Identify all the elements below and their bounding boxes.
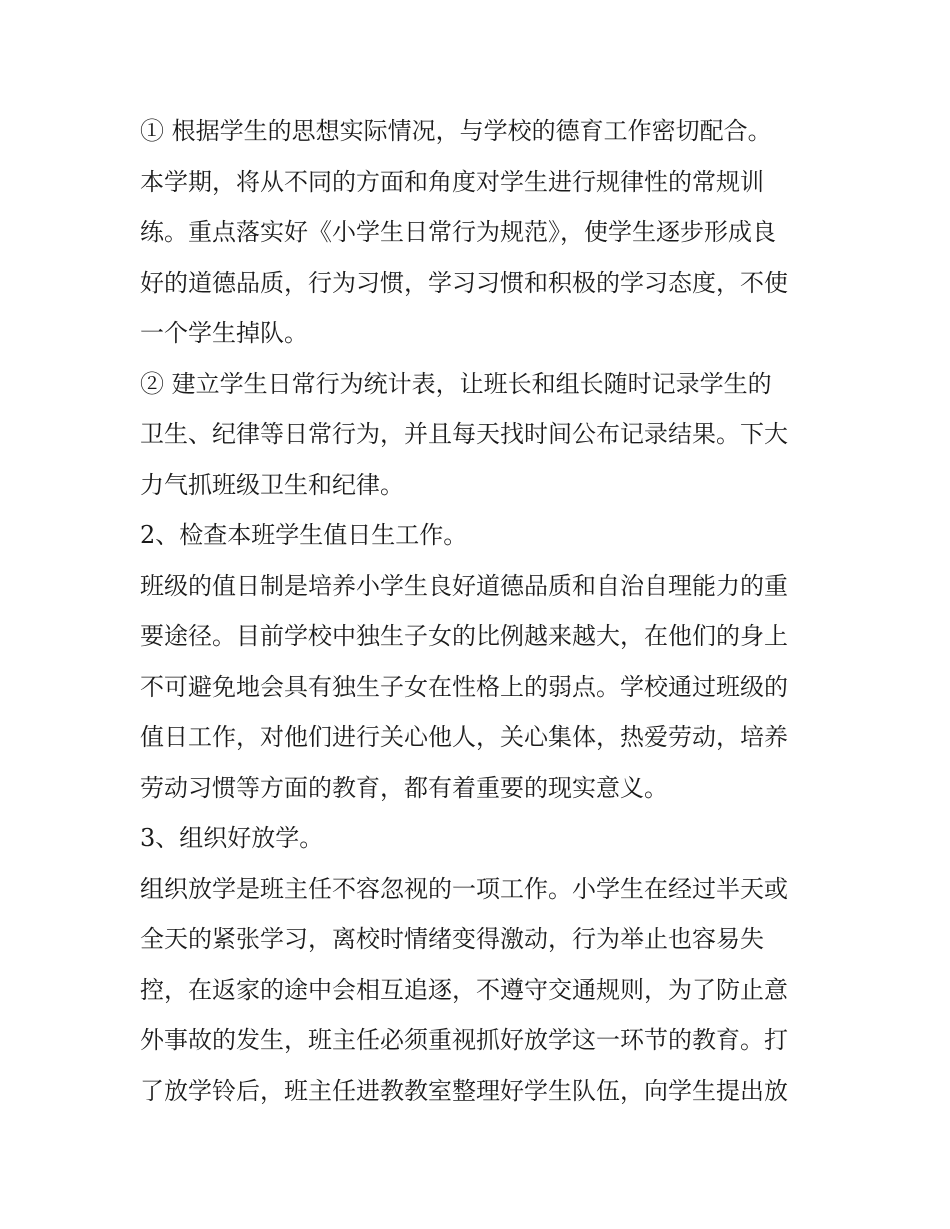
- text-line: 练。重点落实好《小学生日常行为规范》，使学生逐步形成良: [140, 218, 776, 246]
- body-text: [140, 106, 820, 1116]
- text-line: 劳动习惯等方面的教育，都有着重要的现实意义。: [140, 773, 668, 802]
- text-line: 全天的紧张学习，离校时情绪变得激动，行为举止也容易失: [140, 925, 764, 953]
- text-line: 要途径。目前学校中独生子女的比例越来越大，在他们的身上: [140, 622, 788, 650]
- section-heading: 2、检查本班学生值日生工作。: [140, 521, 468, 549]
- text-line: 本学期，将从不同的方面和角度对学生进行规律性的常规训: [140, 167, 764, 196]
- section-heading: 3、组织好放学。: [140, 824, 324, 852]
- text-line: 好的道德品质，行为习惯，学习习惯和积极的学习态度，不使: [140, 268, 788, 297]
- text-line: 一个学生掉队。: [140, 319, 308, 347]
- text-line: 外事故的发生，班主任必须重视抓好放学这一环节的教育。打: [140, 1026, 788, 1054]
- text-line: 值日工作，对他们进行关心他人，关心集体，热爱劳动，培养: [140, 723, 788, 751]
- text-line: 卫生、纪律等日常行为，并且每天找时间公布记录结果。下大: [140, 420, 788, 448]
- text-line: 力气抓班级卫生和纪律。: [140, 470, 404, 499]
- text-line: 控，在返家的途中会相互追逐，不遵守交通规则，为了防止意: [140, 975, 788, 1004]
- text-line: 班级的值日制是培养小学生良好道德品质和自治自理能力的重: [140, 571, 788, 600]
- text-line: 不可避免地会具有独生子女在性格上的弱点。学校通过班级的: [140, 672, 788, 701]
- text-line: ② 建立学生日常行为统计表，让班长和组长随时记录学生的: [140, 369, 772, 398]
- text-line: ① 根据学生的思想实际情况，与学校的德育工作密切配合。: [140, 117, 772, 145]
- text-line: 了放学铃后，班主任进教教室整理好学生队伍，向学生提出放: [140, 1076, 788, 1105]
- text-line: 组织放学是班主任不容忽视的一项工作。小学生在经过半天或: [140, 874, 788, 903]
